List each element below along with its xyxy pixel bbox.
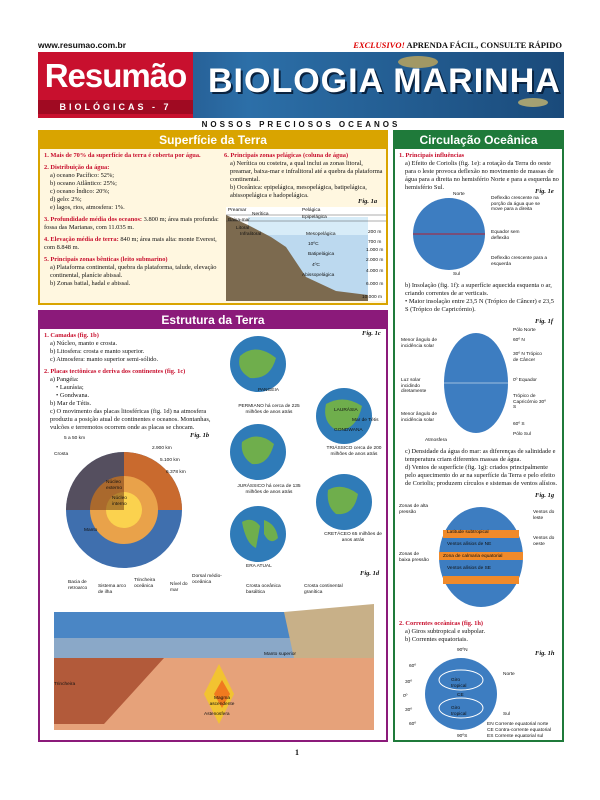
list-item: c) oceano Índico: 20%; [50,188,110,195]
fig-1a-label: Fig. 1a [358,198,378,205]
fig1e-eq: Equador sem deflexão [491,230,520,241]
section-superficie [38,130,388,305]
list-item: • Maior insolação entre 23,5 N (Trópico de Câncer) e 23,5 S (Trópico de Capricórnio). [405,298,554,313]
fig1c-cretaceo: CRETÁCEO 65 milhões de anos atrás [324,532,382,543]
fig-1g-label: Fig. 1g [535,492,555,499]
fig1e-sul: Sul [453,272,460,277]
fig1a-infra: Infralitoral [240,232,262,237]
circulacao-item2-title: 2. Correntes oceânicas (fig. 1h) [399,620,484,627]
fig1e-norte: Norte [453,192,465,197]
list-item: a) Efeito de Coriolis (fig. 1e): a rotação da Terra do oeste para o leste provoca deflexão no movimento de massas de água para a direita no hemisfério Norte e para a esquerda no hemisfério Sul. [405,160,559,191]
fig1a-bati: Batipelágica [308,252,335,257]
ocean-zones-diagram [226,207,386,301]
fig1h-legend3: ES Corrente equatorial sul [487,734,544,739]
fig-1f-label: Fig. 1f [535,318,554,325]
fig1a-preamar: Preamar [228,208,247,213]
site-url: www.resumao.com.br [38,40,127,50]
resumao-logo [38,52,193,118]
superficie-item4 [44,236,220,252]
fig1b-nucleo-int: Núcleo interno [112,496,127,507]
list-item: e) lagos, rios, atmosfera: 1%. [50,204,125,211]
section-header-estrutura: Estrutura da Terra [40,312,386,329]
fig1b-d1: 5 a 50 km [64,436,86,441]
fig1d-crosta-cont: Crosta continental granítica [304,584,343,595]
fig1h-giro2: Giro tropical [451,706,467,717]
fig1b-d4: 6.378 km [166,470,186,475]
list-item: b) Correntes equatoriais. [405,636,468,643]
fig1d-trincheira2: Trincheira [54,682,76,687]
fig1g-oeste: Ventos do oeste [533,536,555,547]
page-title: BIOLOGIA MARINHA [208,62,561,100]
fig1f-luz1: Menor ângulo de incidência solar [401,338,438,349]
fig1b-crosta: Crosta [54,452,69,457]
estrutura-text [44,332,212,432]
fig1a-epi: Epipelágica [302,215,327,220]
fig1c-laurasia: LAURÁSIA [334,408,358,413]
list-item: a) oceano Pacífico: 52%; [50,172,115,179]
fig1f-luz2: Luz solar incidindo diretamente [401,378,427,394]
section-estrutura [38,310,388,742]
page-subtitle: NOSSOS PRECIOSOS OCEANOS [201,120,401,129]
section-header-circulacao: Circulação Oceânica [395,132,562,149]
fig1a-neritica: Nerítica [252,212,269,217]
fig1a-d700: 700 m [368,240,382,245]
top-line [38,40,562,50]
list-item: a) Núcleo, manto e crosta. [50,340,118,347]
superficie-item5-title: 5. Principais zonas bênticas (leito submarino) [44,256,168,263]
fig1f-30n: 30º N Trópico de Câncer [513,352,542,363]
superficie-item2-title: 2. Distribuição da água: [44,164,110,171]
fig1d-bacia: Bacia de retroarco [68,580,88,591]
superficie-item4-title: 4. Elevação média de terra: [44,236,119,243]
fig1h-90s: 90ºS [457,734,468,739]
fig1f-60s: 60º S [513,422,525,427]
list-item: a) Pangéia: [50,376,79,383]
fig1g-subtrop: Latitude subtropical [447,530,489,535]
fig1b-d3: 5.100 km [160,458,180,463]
fig1d-crosta-oc: Crosta oceânica basáltica [246,584,281,595]
fig1g-alta: Zonas de alta pressão [399,504,429,515]
circulacao-intro [399,152,559,192]
circulacao-correntes [399,620,559,644]
superficie-item3-title: 3. Profundidade média dos oceanos: [44,216,143,223]
fig1f-atm: Atmosfera [425,438,447,443]
superficie-item3 [44,216,220,232]
fig1a-litoral: Litoral [236,226,250,231]
list-item: b) Litosfera: crosta e manto superior. [50,348,145,355]
list-item: c) Densidade da água do mar: as diferenças de salinidade e temperatura criam diferentes massas de água. [405,448,556,463]
promo-text [353,40,562,50]
promo-exclusive: EXCLUSIVO! [353,40,405,50]
fig1e-d2: Deflexão crescente para a esquerda [491,256,547,267]
fig1a-baixamar: Baixa-mar [228,218,250,223]
fig1h-90n: 90ºN [457,648,468,653]
promo-tagline: APRENDA FÁCIL, CONSULTE RÁPIDO [406,40,562,50]
fig1h-60s: 60º [409,722,417,727]
fig1c-jurassico: JURÁSSICO há cerca de 135 milhões de anos atrás [237,484,301,495]
fig1f-60n: 60º N [513,338,525,343]
section-header-superficie: Superfície da Terra [40,132,386,149]
fig1d-astenosfera: Astenosfera [204,712,230,717]
list-item: d) gelo: 2%; [50,196,82,203]
fig-1b-label: Fig. 1b [190,432,210,439]
fig1c-permiano: PERMIANO há cerca de 225 milhões de anos atrás [238,404,300,415]
fig1c-gondwana: GONDWANA [334,428,363,433]
fig1h-30n: 30º [405,680,413,685]
superficie-item2 [44,164,220,212]
page-number: 1 [295,748,299,757]
circulacao-item1-title: 1. Principais influências [399,152,465,159]
fig1g-calmaria: Zona de calmaria equatorial [443,554,503,559]
fig1a-d10000: 10.000 m [362,295,383,300]
section-circulacao [393,130,564,742]
fig1a-4c: 4ºC [312,263,320,268]
fig-1c-label: Fig. 1c [362,330,381,337]
fig1a-abisso: Abissopelágica [302,273,335,278]
superficie-item5 [44,256,220,288]
fig1a-pelagica: Pelágica [302,208,321,213]
circulacao-insolacao [399,282,559,314]
fig1a-d200: 200 m [368,230,382,235]
estrutura-item1-title: 1. Camadas (fig. 1b) [44,332,99,339]
fig1a-meso: Mesopelágica [306,232,336,237]
fig1f-luz3: Menor ângulo de incidência solar [401,412,438,423]
circulacao-densidade [399,448,559,488]
logo-series: BIOLÓGICAS - 7 [38,100,193,114]
list-item: d) Ventos de superfície (fig. 1g): criados principalmente pelo aquecimento do ar na superfície da Terra e pelo efeito de Coriolis; produzem círculos e sistemas de ventos alísios. [405,464,558,487]
fig1d-dorsal: Dorsal médio-oceânica [192,574,222,585]
fig1b-nucleo-ext: Núcleo externo [106,480,122,491]
list-item: b) Oceânica: epipelágica, mesopelágica, batipelágica, abissopelágica e hadopelágica. [230,184,367,199]
fig1a-d2000: 2.000 m [366,258,384,263]
fig1c-atual: ERA ATUAL [246,564,272,569]
fig1a-d6000: 6.000 m [366,282,384,287]
superficie-right-column [224,152,384,200]
fig1f-30s: Trópico de Capricórnio 30º S [513,394,546,410]
fig1g-alisios-ne: Ventos alísios de NE [447,542,492,547]
superficie-item4-text: 840 m; área mais alta: monte Everest, com 8.848 m. [44,236,217,251]
fig1b-d2: 2.900 km [152,446,172,451]
fig1d-nivel: Nível do mar [170,582,188,593]
list-item: c) Atmosfera: manto superior semi-sólido. [50,356,159,363]
list-item: • Gondwana. [56,392,90,399]
fig-1h-label: Fig. 1h [535,650,555,657]
fig1a-10c: 10ºC [308,242,319,247]
fig1h-legend1: EN Corrente equatorial norte [487,722,549,727]
fig1e-d1: Deflexão crescente na porção da água que se move para a direita [491,196,541,212]
fig1a-d4000: 4.000 m [366,269,384,274]
fig1d-manto: Manto superior [264,652,296,657]
fig1h-0: 0º [403,694,408,699]
fig1g-baixa: Zonas de baixa pressão [399,552,429,563]
fig1h-norte: Norte [503,672,515,677]
superficie-item6-title: 6. Principais zonas pelágicas (coluna de água) [224,152,349,159]
fig1g-alisios-se: Ventos alísios de SE [447,566,491,571]
fig1c-triassico: TRIÁSSICO cerca de 200 milhões de anos atrás [326,446,382,457]
superficie-item1: 1. Mais de 70% da superfície da terra é coberta por água. [44,152,201,159]
fig1d-arco: Sistema arco de ilha [98,584,126,595]
fig1f-eq: 0º Equador [513,378,537,383]
fig1g-lestes: Ventos do leste [533,510,555,521]
fig1d-trincheira: Trincheira oceânica [134,578,156,589]
fig1c-tetis: Mar de Tétis [352,418,379,423]
fig1d-magma: Magma ascendente [209,696,235,707]
list-item: b) Zonas batial, hadal e abissal. [50,280,131,287]
insolation-globe [441,328,511,438]
fig1h-60n: 60º [409,664,417,669]
fig1h-giro: Giro tropical [451,678,467,689]
list-item: a) Plataforma continental, quebra da plataforma, talude, elevação continental, planície abissal. [50,264,217,279]
fig1h-30s: 30º [405,708,413,713]
coriolis-globe [409,194,489,274]
fig1c-pangeia: PANGÉIA [258,388,279,393]
fig-1e-label: Fig. 1e [535,188,554,195]
fig1h-ce: CE [457,693,464,698]
list-item: b) Insolação (fig. 1f): a superfície aquecida esquenta o ar, criando correntes de ar verticais. [405,282,552,297]
logo-brand: Resumão [44,57,187,94]
estrutura-item2-title: 2. Placas tectônicas e deriva dos continentes (fig. 1c) [44,368,186,375]
superficie-left-column [44,152,220,292]
list-item: a) Nerítica ou costeira, a qual inclui as zonas litoral, preamar, baixa-mar e infralitoral até a quebra da plataforma continental. [230,160,383,183]
fig-1d-label: Fig. 1d [360,570,380,577]
list-item: • Laurásia; [56,384,84,391]
list-item: a) Giros subtropical e subpolar. [405,628,486,635]
fig1b-manto: Manto [84,528,98,533]
list-item: b) oceano Atlântico: 25%; [50,180,117,187]
fig1f-ps: Pólo Sul [513,432,531,437]
superficie-item3-text: 3.800 m; área mais profunda: fossa das Marianas, com 11.035 m. [44,216,219,231]
title-banner [38,52,564,118]
fig1h-sul: Sul [503,712,510,717]
fig1a-d1000: 1.000 m [366,248,384,253]
fig1f-pn: Pólo Norte [513,328,536,333]
list-item: b) Mar de Tétis. [50,400,92,407]
fig1h-legend2: CE Contra-corrente equatorial [487,728,551,733]
list-item: c) O movimento das placas litosféricas (fig. 1d) na atmosfera produziu a posição atual de continentes e oceanos. Montanhas, vulcões e terremotos ocorrem onde as placas se chocam. [50,408,211,431]
